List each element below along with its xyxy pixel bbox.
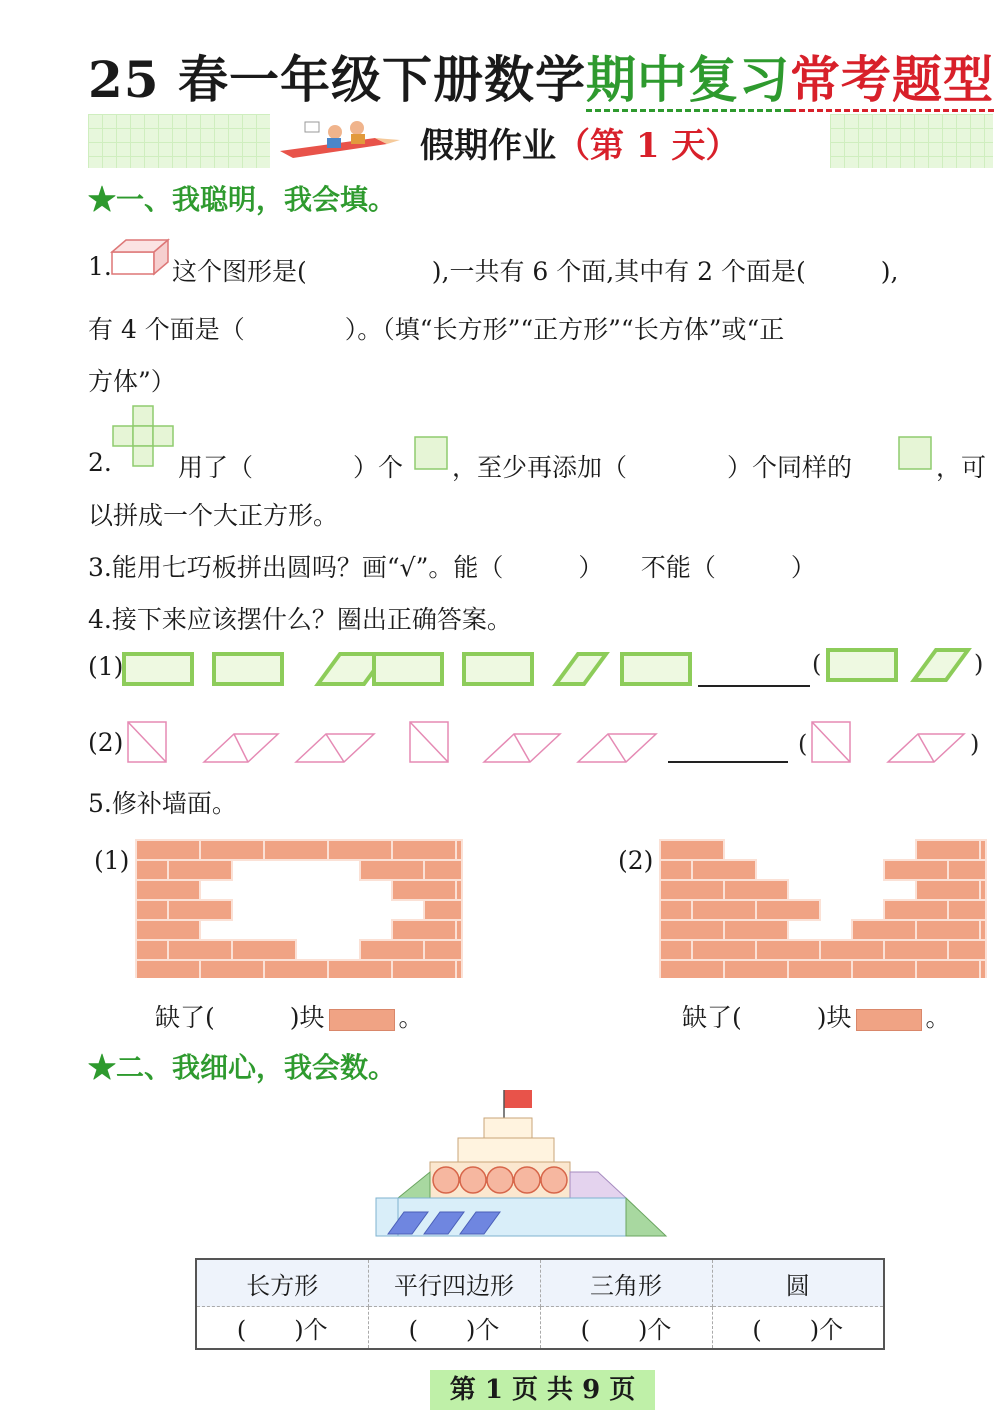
title-part1: 25 春一年级下册数学: [88, 50, 586, 109]
q1-line3: 方体”）: [88, 367, 176, 396]
brick: [136, 920, 200, 940]
brick: [916, 840, 980, 860]
brick: [692, 940, 756, 960]
brick: [136, 880, 200, 900]
brick: [948, 860, 986, 880]
q1-number: 1.: [88, 252, 112, 281]
green-rect: [374, 654, 442, 684]
q5-2-label: (2): [618, 846, 654, 875]
brick: [456, 840, 462, 860]
circle: [487, 1167, 513, 1193]
q5-2-answer: [682, 998, 951, 1034]
small-square-icon: [414, 436, 448, 470]
q5-1-label: (1): [94, 846, 130, 875]
brick: [168, 940, 232, 960]
subtitle: [420, 118, 739, 167]
brick-wall-2: [658, 838, 988, 978]
q5: 5.修补墙面。: [88, 789, 237, 818]
subtitle-day: （第 1 天）: [556, 126, 740, 166]
rect-middle: [458, 1138, 554, 1162]
brick: [916, 920, 980, 940]
brick: [168, 860, 232, 880]
q4: 4.接下来应该摆什么？圈出正确答案。: [88, 605, 512, 634]
title-part3: 常考题型: [790, 50, 994, 112]
cuboid-icon: [110, 238, 170, 278]
q2-part1: 用了（ ）个: [178, 453, 404, 482]
brick: [948, 900, 986, 920]
count-table: [195, 1258, 885, 1350]
brick: [660, 960, 724, 978]
brick: [788, 960, 852, 978]
brick: [660, 880, 724, 900]
brick: [392, 920, 456, 940]
circle: [433, 1167, 459, 1193]
brick: [660, 920, 724, 940]
pattern-row-2: [118, 716, 988, 768]
small-square-icon-2: [898, 436, 932, 470]
header-triangle: 三角形: [540, 1259, 712, 1307]
pattern-row-1: [118, 644, 988, 694]
brick: [232, 940, 296, 960]
q2-part2: ，至少再添加（ ）个同样的: [452, 453, 853, 482]
brick: [948, 940, 986, 960]
cross-squares-icon: [112, 405, 174, 467]
brick: [660, 860, 692, 880]
brick: [916, 880, 980, 900]
q5-2-suffix: 。: [925, 1003, 951, 1032]
brick: [660, 840, 724, 860]
answer-circle[interactable]: ( )个: [712, 1307, 884, 1350]
green-rect: [622, 654, 690, 684]
brick: [724, 920, 788, 940]
svg-text:): ): [970, 730, 980, 758]
brick: [980, 960, 986, 978]
brick: [852, 960, 916, 978]
q2-line2: 以拼成一个大正方形。: [88, 501, 339, 530]
count-table-header: [196, 1259, 884, 1307]
brick: [136, 960, 200, 978]
brick: [360, 860, 424, 880]
circle: [541, 1167, 567, 1193]
section2-heading: ★二、我细心，我会数。: [88, 1051, 397, 1084]
triangle-left: [398, 1172, 430, 1198]
brick: [756, 940, 820, 960]
brick: [692, 860, 756, 880]
q2-number: 2.: [88, 448, 112, 477]
choice-rect: [828, 650, 896, 680]
q4-2-label: (2): [88, 728, 124, 757]
brick: [980, 880, 986, 900]
q3: 3.能用七巧板拼出圆吗？画“√”。能（ ） 不能（ ）: [88, 553, 816, 582]
circle: [514, 1167, 540, 1193]
brick: [136, 940, 168, 960]
brick: [660, 900, 692, 920]
brick: [264, 960, 328, 978]
choice-parallelogram: [914, 650, 968, 680]
header-rectangle: 长方形: [196, 1259, 368, 1307]
brick: [424, 900, 462, 920]
brick: [660, 940, 692, 960]
brick: [456, 920, 462, 940]
green-rect: [214, 654, 282, 684]
brick: [456, 880, 462, 900]
section1-heading: ★一、我聪明，我会填。: [88, 183, 397, 216]
brick: [136, 900, 168, 920]
brick: [328, 960, 392, 978]
brick: [200, 960, 264, 978]
brick: [884, 860, 948, 880]
rect-top: [484, 1118, 532, 1138]
brick: [820, 940, 884, 960]
brick: [724, 880, 788, 900]
ship-figure: [370, 1086, 674, 1242]
kids-on-pencil-icon: [275, 116, 405, 166]
title-part2: 期中复习: [586, 50, 790, 112]
green-parallelogram: [556, 654, 606, 684]
green-rect: [124, 654, 192, 684]
q5-1-missing-text: 缺了( )块: [155, 1003, 325, 1032]
brick: [692, 900, 756, 920]
brick: [980, 920, 986, 940]
brick: [884, 900, 948, 920]
green-rect: [464, 654, 532, 684]
brick: [200, 840, 264, 860]
q4-1-label: (1): [88, 652, 124, 681]
brick: [456, 960, 462, 978]
brick: [136, 860, 168, 880]
brick: [980, 840, 986, 860]
brick-icon: [329, 1009, 395, 1031]
answer-parallelogram[interactable]: ( )个: [368, 1307, 540, 1350]
svg-text:(: (: [798, 730, 808, 758]
brick: [328, 840, 392, 860]
svg-text:): ): [974, 650, 984, 678]
brick: [392, 960, 456, 978]
subtitle-text: 假期作业: [420, 126, 556, 166]
brick: [392, 880, 456, 900]
count-table-answers: [196, 1307, 884, 1350]
header-circle: 圆: [712, 1259, 884, 1307]
answer-rectangle[interactable]: ( )个: [196, 1307, 368, 1350]
brick: [392, 840, 456, 860]
brick: [264, 840, 328, 860]
brick: [136, 840, 200, 860]
brick: [916, 960, 980, 978]
answer-triangle[interactable]: ( )个: [540, 1307, 712, 1350]
flag: [504, 1090, 532, 1108]
brick: [884, 940, 948, 960]
brick-wall-1: [134, 838, 464, 978]
page-title: [88, 40, 994, 112]
brick: [424, 940, 462, 960]
q5-1-answer: [155, 998, 424, 1034]
q5-2-missing-text: 缺了( )块: [682, 1003, 852, 1032]
brick: [360, 940, 424, 960]
circle: [460, 1167, 486, 1193]
brick: [168, 900, 232, 920]
brick: [424, 860, 462, 880]
svg-text:(: (: [812, 650, 822, 678]
page-footer: 第 1 页 共 9 页: [430, 1370, 655, 1410]
brick: [756, 900, 820, 920]
q1-line1: 这个图形是( ),一共有 6 个面,其中有 2 个面是( ),: [172, 257, 899, 286]
q1-line2: 有 4 个面是（ ）。（填“长方形”“正方形”“长方体”或“正: [88, 315, 785, 344]
brick: [852, 920, 916, 940]
triangle-right: [626, 1198, 666, 1236]
q5-1-suffix: 。: [398, 1003, 424, 1032]
trapezoid-right: [570, 1172, 626, 1198]
brick-icon: [856, 1009, 922, 1031]
brick: [724, 960, 788, 978]
q2-part3: ，可: [936, 453, 987, 482]
header-parallelogram: 平行四边形: [368, 1259, 540, 1307]
